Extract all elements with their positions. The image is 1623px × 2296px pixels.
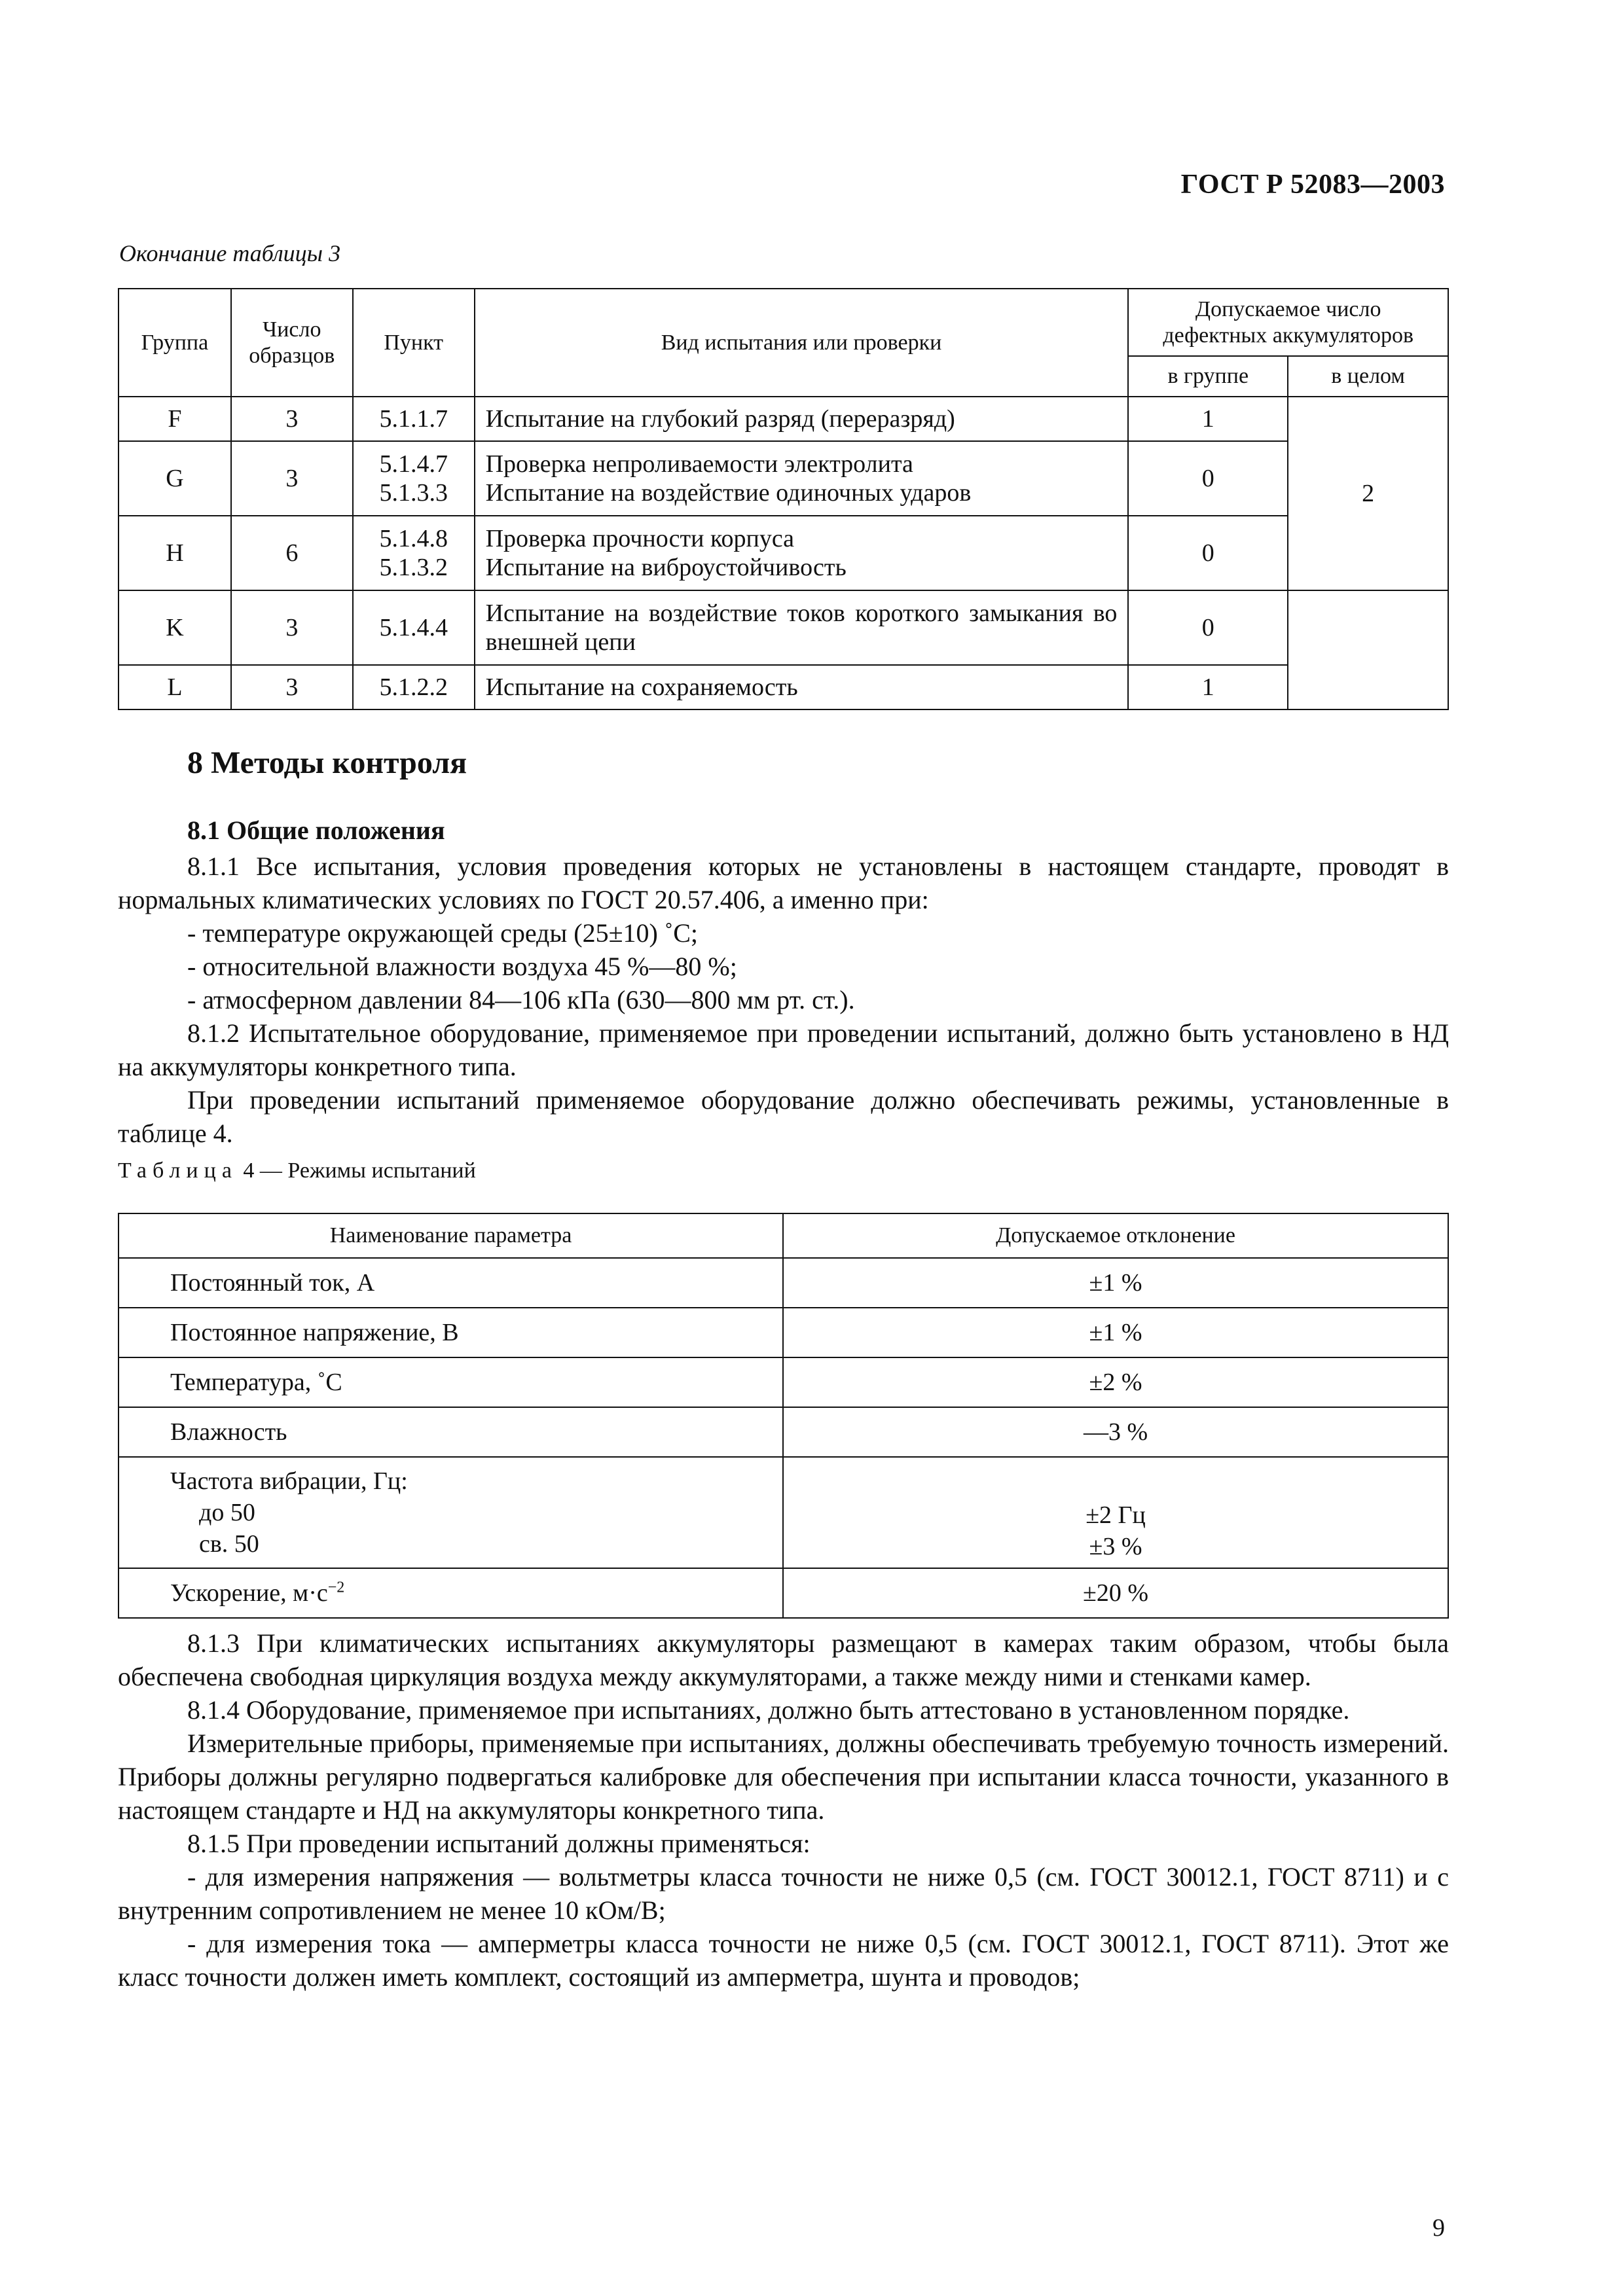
table4-caption-prefix: Таблица (118, 1158, 238, 1183)
cell-clause (353, 516, 475, 590)
cell-test: Испытание на сохраняемость (475, 665, 1129, 709)
cell-in-group: 0 (1128, 516, 1288, 590)
param-value: —3 % (783, 1407, 1448, 1457)
cell-clause: 5.1.2.2 (353, 665, 475, 709)
cell-group: H (119, 516, 231, 590)
paragraph: 8.1.5 При проведении испытаний должны применяться: (187, 1829, 811, 1858)
cell-samples: 3 (231, 590, 353, 665)
table-row (119, 441, 1448, 516)
param-line: Частота вибрации, Гц: (170, 1467, 408, 1495)
param-value (783, 1457, 1448, 1568)
list-item: - температуре окружающей среды (25±10) ˚С; (187, 918, 698, 948)
param-name (119, 1568, 783, 1618)
cell-samples: 3 (231, 441, 353, 516)
param-value: ±1 % (783, 1258, 1448, 1308)
cell-in-group: 0 (1128, 441, 1288, 516)
table3-caption: Окончание таблицы 3 (119, 240, 341, 266)
table-row (119, 1258, 1448, 1308)
clause-line: 5.1.3.2 (379, 554, 448, 581)
paragraph: 8.1.2 Испытательное оборудование, применяемое при проведении испытаний, должно быть установлено в НД на аккумуляторы конкретного типа. (118, 1018, 1449, 1081)
cell-samples: 6 (231, 516, 353, 590)
paragraph: 8.1.1 Все испытания, условия проведения которых не установлены в настоящем стандарте, проводят в нормальных климатических условиях по ГОСТ 20.57.406, а именно при: (118, 852, 1449, 914)
header-allowed: Допускаемое число дефектных аккумуляторов (1128, 289, 1448, 356)
table-row (119, 1407, 1448, 1457)
cell-overall: 2 (1288, 397, 1448, 590)
param-value: ±1 % (783, 1308, 1448, 1357)
cell-samples: 3 (231, 397, 353, 441)
cell-in-group: 0 (1128, 590, 1288, 665)
param-value: ±2 % (783, 1357, 1448, 1407)
cell-group: G (119, 441, 231, 516)
header-parameter: Наименование параметра (119, 1213, 783, 1258)
param-name: Температура, ˚С (119, 1357, 783, 1407)
value-line: ±2 Гц (1085, 1501, 1146, 1529)
paragraph: Измерительные приборы, применяемые при испытаниях, должны обеспечивать требуемую точность измерений. Приборы должны регулярно подвергаться калибровке для обеспечения при испытании класса точности, указанного в настоящем стандарте и НД на аккумуляторы конкретного типа. (118, 1729, 1449, 1825)
header-deviation: Допускаемое отклонение (783, 1213, 1448, 1258)
param-name: Постоянное напряжение, В (119, 1308, 783, 1357)
cell-test (475, 516, 1129, 590)
cell-samples: 3 (231, 665, 353, 709)
header-group: Группа (119, 289, 231, 397)
clause-line: 5.1.4.7 (379, 450, 448, 478)
test-line: Испытание на воздействие одиночных ударов (485, 479, 972, 507)
section-body (118, 850, 1449, 1150)
table-row (119, 1357, 1448, 1407)
paragraph: При проведении испытаний применяемое оборудование должно обеспечивать режимы, установленные в таблице 4. (118, 1085, 1449, 1148)
param-subline: св. 50 (199, 1530, 259, 1558)
cell-test: Испытание на воздействие токов короткого замыкания во внешней цепи (475, 590, 1129, 665)
param-subline: до 50 (199, 1499, 255, 1526)
table3 (118, 288, 1449, 710)
param-text: Ускорение, м·с (170, 1579, 328, 1607)
cell-test: Испытание на глубокий разряд (переразряд) (475, 397, 1129, 441)
header-overall: в целом (1288, 356, 1448, 397)
cell-in-group: 1 (1128, 397, 1288, 441)
table4-caption (118, 1158, 476, 1183)
cell-test (475, 441, 1129, 516)
header-clause: Пункт (353, 289, 475, 397)
header-in-group: в группе (1128, 356, 1288, 397)
table-row (119, 1308, 1448, 1357)
param-value: ±20 % (783, 1568, 1448, 1618)
param-exponent: −2 (327, 1579, 345, 1596)
header-samples: Число образцов (231, 289, 353, 397)
cell-overall-empty (1288, 590, 1448, 709)
clause-line: 5.1.4.8 (379, 525, 448, 552)
table-row (119, 1457, 1448, 1568)
paragraph: 8.1.3 При климатических испытаниях аккумуляторы размещают в камерах таким образом, чтобы была обеспечена свободная циркуляция воздуха между аккумуляторами, а также между ними и стенками камер. (118, 1628, 1449, 1691)
value-line: ±3 % (1089, 1533, 1142, 1560)
table-row (119, 665, 1448, 709)
table-row (119, 516, 1448, 590)
cell-group: F (119, 397, 231, 441)
cell-in-group: 1 (1128, 665, 1288, 709)
list-item: - атмосферном давлении 84—106 кПа (630—800 мм рт. ст.). (187, 985, 855, 1014)
cell-group: L (119, 665, 231, 709)
list-item: - относительной влажности воздуха 45 %—80 %; (187, 952, 737, 981)
param-name (119, 1457, 783, 1568)
test-line: Проверка прочности корпуса (485, 525, 795, 552)
section-heading: 8 Методы контроля (187, 745, 467, 780)
subsection-heading: 8.1 Общие положения (187, 816, 445, 845)
table-row (119, 397, 1448, 441)
list-item: - для измерения напряжения — вольтметры класса точности не ниже 0,5 (см. ГОСТ 30012.1, ГОСТ 8711) и с внутренним сопротивлением не менее 10 кОм/В; (118, 1862, 1449, 1925)
page-number: 9 (1432, 2214, 1445, 2242)
cell-clause: 5.1.4.4 (353, 590, 475, 665)
param-name: Постоянный ток, А (119, 1258, 783, 1308)
list-item: - для измерения тока — амперметры класса точности не ниже 0,5 (см. ГОСТ 30012.1, ГОСТ 8711). Этот же класс точности должен иметь комплект, состоящий из амперметра, шунта и проводов; (118, 1929, 1449, 1992)
header-test: Вид испытания или проверки (475, 289, 1129, 397)
test-line: Испытание на виброустойчивость (485, 554, 847, 581)
table4 (118, 1213, 1449, 1619)
cell-clause (353, 441, 475, 516)
paragraph: 8.1.4 Оборудование, применяемое при испытаниях, должно быть аттестовано в установленном порядке. (187, 1695, 1350, 1725)
document-code: ГОСТ Р 52083—2003 (1180, 170, 1445, 200)
cell-group: K (119, 590, 231, 665)
test-line: Проверка непроливаемости электролита (485, 450, 913, 478)
param-name: Влажность (119, 1407, 783, 1457)
cell-clause: 5.1.1.7 (353, 397, 475, 441)
table-row (119, 590, 1448, 665)
section-body-continued (118, 1626, 1449, 1994)
clause-line: 5.1.3.3 (379, 479, 448, 507)
table-row (119, 1568, 1448, 1618)
table4-caption-text: 4 — Режимы испытаний (243, 1158, 476, 1183)
